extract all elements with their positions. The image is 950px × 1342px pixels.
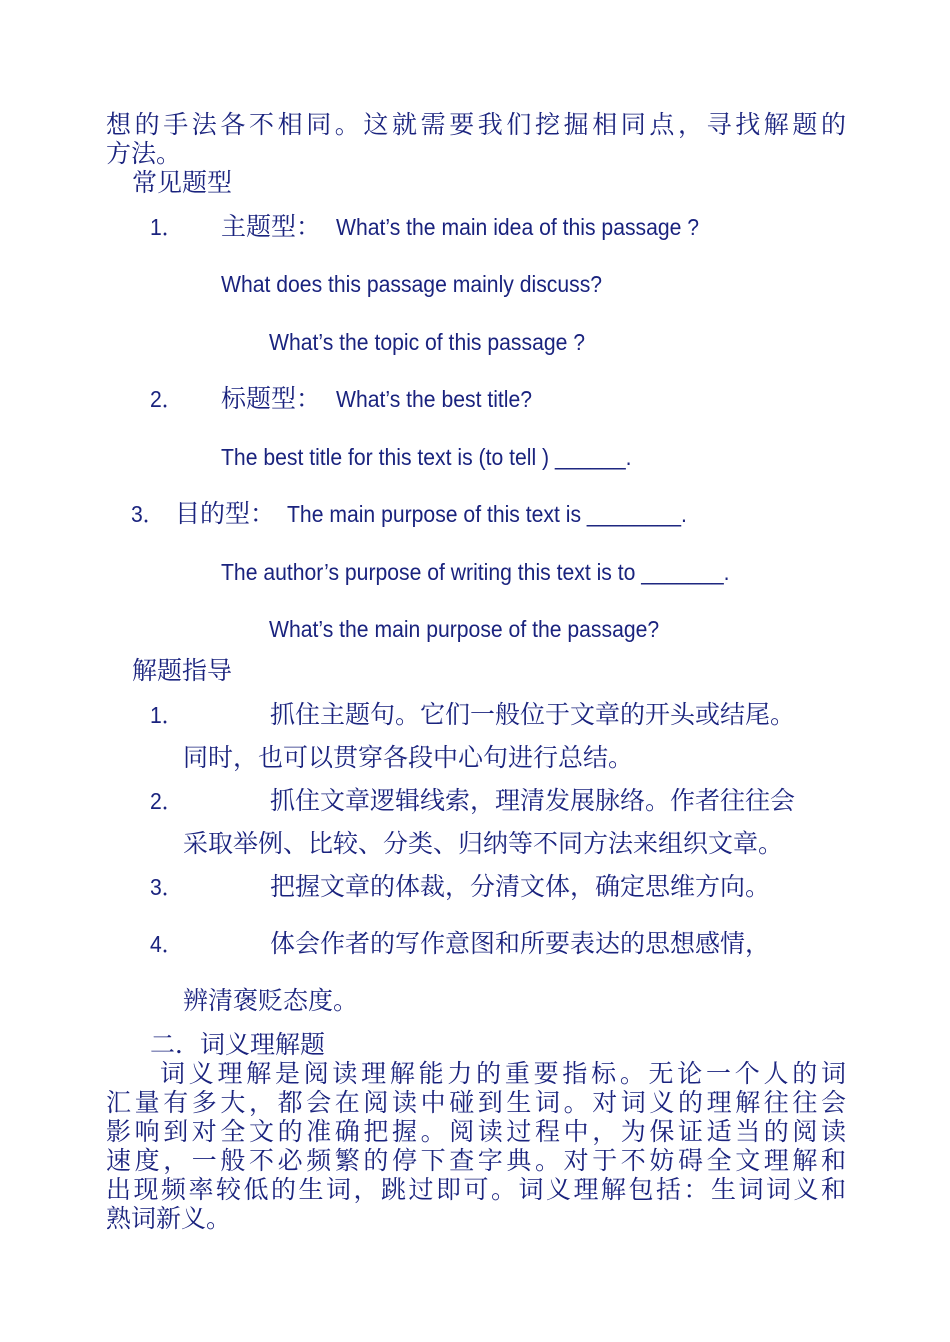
guidance-2-number: 2． xyxy=(150,788,183,814)
type-2-number: 2． xyxy=(150,386,183,412)
type-3-question-2: The author’s purpose of writing this text is to _______. xyxy=(221,559,730,585)
type-1-question-2: What does this passage mainly discuss? xyxy=(221,271,603,297)
guidance-1-number: 1． xyxy=(150,702,183,728)
guidance-1-line-1: 抓住主题句。它们一般位于文章的开头或结尾。 xyxy=(270,700,796,729)
intro-line-1: 想的手法各不相同。这就需要我们挖掘相同点，寻找解题的 xyxy=(106,110,846,139)
section-2-heading: 二．词义理解题 xyxy=(150,1030,326,1059)
type-3-label: 目的型： xyxy=(175,499,276,528)
guidance-3-line-1: 把握文章的体裁，分清文体，确定思维方向。 xyxy=(270,872,771,901)
guidance-1-line-2: 同时，也可以贯穿各段中心句进行总结。 xyxy=(183,743,634,772)
type-3-number: 3． xyxy=(131,501,164,527)
section-2-line-5: 出现频率较低的生词，跳过即可。词义理解包括：生词词义和 xyxy=(106,1175,846,1204)
type-3-question-1: The main purpose of this text is ________. xyxy=(287,501,687,527)
section-2-line-1: 词义理解是阅读理解能力的重要指标。无论一个人的词 xyxy=(160,1059,846,1088)
type-2-question-2: The best title for this text is (to tell ) ______. xyxy=(221,444,632,470)
intro-line-2: 方法。 xyxy=(106,139,182,168)
guidance-4-line-2: 辨清褒贬态度。 xyxy=(183,986,359,1015)
type-1-question-1: What’s the main idea of this passage ? xyxy=(336,214,700,240)
type-2-label: 标题型： xyxy=(221,384,322,413)
guidance-heading: 解题指导 xyxy=(132,656,233,685)
guidance-4-number: 4． xyxy=(150,931,183,957)
type-1-question-3: What’s the topic of this passage ? xyxy=(269,329,586,355)
guidance-4-line-1: 体会作者的写作意图和所要表达的思想感情， xyxy=(270,929,771,958)
common-types-heading: 常见题型 xyxy=(132,168,233,197)
type-3-question-3: What’s the main purpose of the passage? xyxy=(269,616,660,642)
guidance-2-line-2: 采取举例、比较、分类、归纳等不同方法来组织文章。 xyxy=(183,829,784,858)
section-2-line-2: 汇量有多大，都会在阅读中碰到生词。对词义的理解往往会 xyxy=(106,1088,846,1117)
type-1-label: 主题型： xyxy=(221,212,322,241)
section-2-line-3: 影响到对全文的准确把握。阅读过程中，为保证适当的阅读 xyxy=(106,1117,846,1146)
section-2-line-6: 熟词新义。 xyxy=(106,1204,232,1233)
type-1-number: 1． xyxy=(150,214,183,240)
guidance-3-number: 3． xyxy=(150,874,183,900)
guidance-2-line-1: 抓住文章逻辑线索，理清发展脉络。作者往往会 xyxy=(270,786,796,815)
section-2-line-4: 速度，一般不必频繁的停下查字典。对于不妨碍全文理解和 xyxy=(106,1146,846,1175)
type-2-question-1: What’s the best title? xyxy=(336,386,533,412)
